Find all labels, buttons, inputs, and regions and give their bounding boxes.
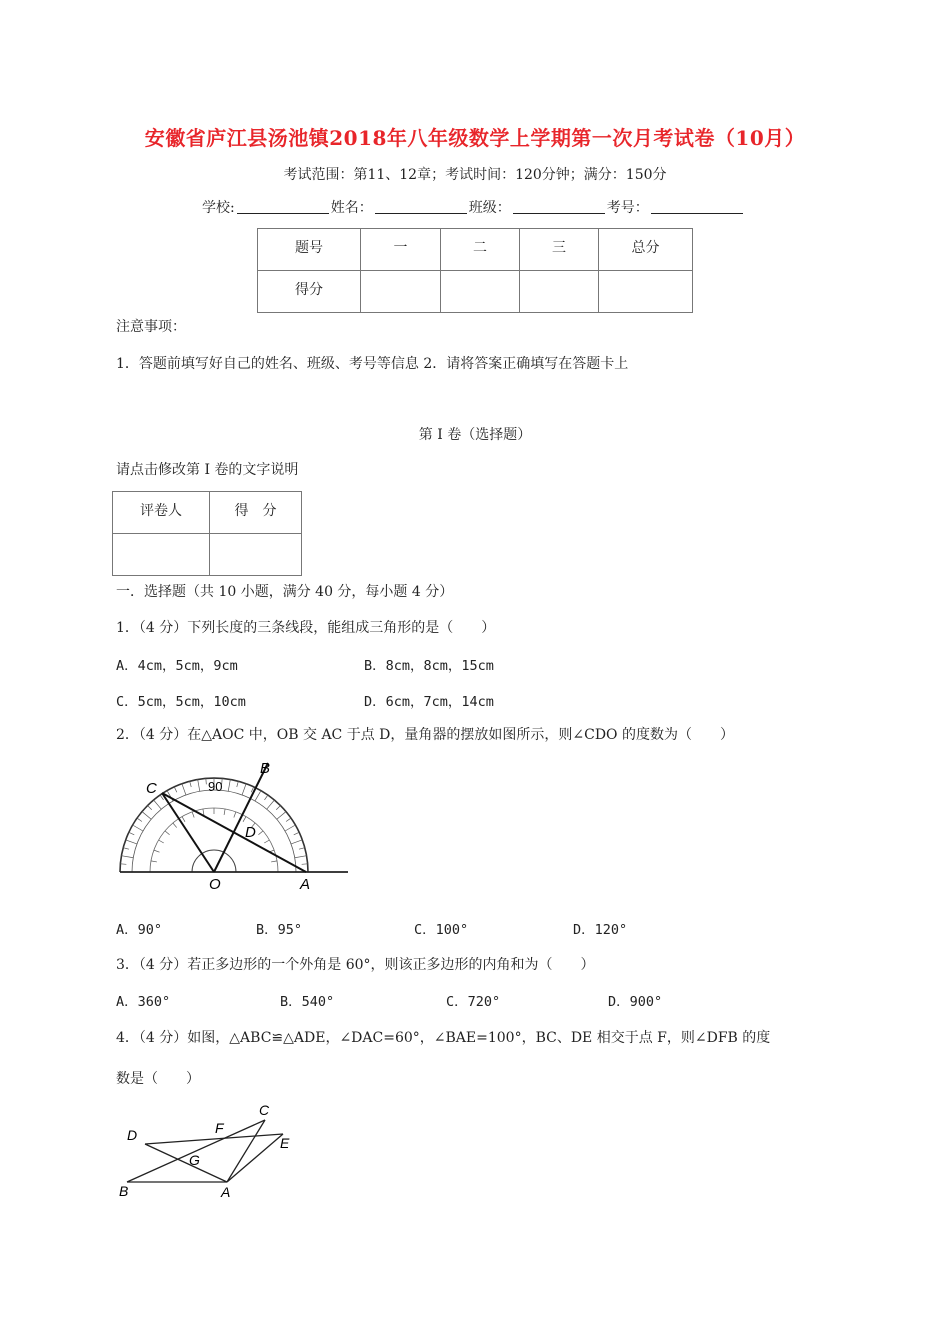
protractor-tick [182,784,186,795]
protractor-tick [151,861,157,862]
student-info-line [202,197,745,217]
protractor-tick [271,861,277,862]
question-2-option-d[interactable]: D．120° [573,922,628,938]
protractor-tick [203,809,204,815]
score-cell[interactable] [599,271,693,313]
protractor-tick [242,784,246,795]
question-1-option-a[interactable]: A．4cm，5cm，9cm [116,658,238,674]
school-label: 学校: [202,200,235,216]
protractor-tick [123,848,129,850]
question-1-option-c[interactable]: C．5cm，5cm，10cm [116,694,246,710]
question-1-option-d[interactable]: D．6cm，7cm，14cm [364,694,494,710]
protractor-tick [264,795,267,800]
class-blank[interactable] [513,199,605,214]
figure-label-d: D [245,824,256,841]
protractor-tick [299,848,305,850]
protractor-tick [258,831,263,835]
score-header-cell: 三 [520,229,599,271]
protractor-tick [302,864,308,865]
protractor-tick [173,823,177,828]
question-3-option-b[interactable]: B．540° [280,994,335,1010]
notes-heading: 注意事项： [116,319,186,335]
grader-header: 评卷人 [113,492,210,534]
score-header-cell: 总分 [599,229,693,271]
grader-table [112,491,302,576]
score-header: 得 分 [210,492,302,534]
protractor-tick [295,856,307,858]
part1-heading: 第 I 卷（选择题） [418,427,532,443]
question-4-stem: 4．（4 分）如图，△ABC≌△ADE，∠DAC=60°，∠BAE=100°，BC、DE 相交于点 F，则∠DFB 的度 [116,1030,771,1046]
score-cell[interactable] [361,271,441,313]
protractor-tick [276,806,280,810]
question-2-option-a[interactable]: A．90° [116,922,163,938]
figure-label-d: D [127,1127,138,1143]
question-2-option-c[interactable]: C．100° [414,922,469,938]
protractor-tick [190,781,192,787]
protractor-tick [192,812,194,818]
number-blank[interactable] [651,199,743,214]
protractor-tick [126,840,137,844]
score-header-cell: 题号 [258,229,361,271]
triangle-figure [115,1098,300,1203]
protractor-tick [198,779,200,791]
protractor-tick [174,787,177,792]
figure-label-b: B [119,1183,129,1199]
figure-label-c: C [146,780,157,797]
question-3-option-a[interactable]: A．360° [116,994,171,1010]
protractor-tick [224,809,225,815]
class-label: 班级： [468,200,511,216]
question-1-option-b[interactable]: B．8cm，8cm，15cm [364,658,494,674]
exam-subtitle: 考试范围：第11、12章；考试时间：120分钟；满分：150分 [283,167,667,183]
figure-label-e: E [280,1135,290,1151]
protractor-tick [121,856,133,858]
protractor-tick [133,825,143,831]
question-3-option-d[interactable]: D．900° [608,994,663,1010]
part1-description: 请点击修改第 I 卷的文字说明 [116,462,299,478]
exam-title: 安徽省庐江县汤池镇2018年八年级数学上学期第一次月考试卷（10月） [144,126,806,150]
figure-label-g: G [189,1152,200,1168]
question-3-stem: 3．（4 分）若正多边形的一个外角是 60°，则该正多边形的内角和为（ ） [116,957,595,973]
protractor-tick [154,800,162,809]
protractor-tick [286,818,291,821]
question-2-stem: 2．（4 分）在△AOC 中，OB 交 AC 于点 D，量角器的摆放如图所示，则∠CDO 的度数为（ ） [116,727,734,743]
section1-heading: 一．选择题（共 10 小题，满分 40 分，每小题 4 分） [116,584,454,600]
question-4-stem-cont: 数是（ ） [116,1071,200,1087]
figure-label-c: C [259,1102,270,1118]
figure-label-o: O [209,876,221,893]
protractor-tick [137,818,142,821]
protractor-tick [291,840,302,844]
grader-score-cell[interactable] [210,534,302,576]
question-1-stem: 1．（4 分）下列长度的三条线段，能组成三角形的是（ ） [116,620,496,636]
question-2-option-b[interactable]: B．95° [256,922,303,938]
question-3-option-c[interactable]: C．720° [446,994,501,1010]
protractor-tick [182,817,185,822]
protractor-tick [206,778,207,784]
protractor-tick [237,781,239,787]
figure-label-a: A [221,1184,231,1200]
protractor-tick [267,800,275,809]
protractor-tick [129,832,134,835]
name-blank[interactable] [375,199,467,214]
protractor-tick [154,850,160,852]
protractor-tick [285,825,295,831]
number-label: 考号： [606,200,649,216]
protractor-tick [148,806,152,810]
protractor-tick [159,840,164,843]
score-header-cell: 二 [441,229,520,271]
protractor-90-mark: 90 [208,779,223,794]
protractor-tick [294,832,299,835]
score-header-cell: 一 [361,229,441,271]
protractor-tick [228,779,230,791]
score-row-label: 得分 [258,271,361,313]
protractor-tick [264,840,269,843]
score-cell[interactable] [441,271,520,313]
protractor-tick [234,812,236,818]
figure-label-a: A [300,876,311,893]
protractor-tick [277,812,286,820]
name-label: 姓名： [330,200,373,216]
protractor-tick [120,864,126,865]
score-table [257,228,693,313]
protractor-tick [243,817,246,822]
school-blank[interactable] [237,199,329,214]
notes-text: 1．答题前填写好自己的姓名、班级、考号等信息 2．请将答案正确填写在答题卡上 [116,356,629,372]
protractor-tick [142,812,151,820]
score-cell[interactable] [520,271,599,313]
figure-label-b: B [260,760,271,777]
protractor-figure [110,755,355,893]
protractor-tick [255,791,261,801]
protractor-tick [165,831,170,835]
grader-cell[interactable] [113,534,210,576]
figure-label-f: F [215,1120,224,1136]
